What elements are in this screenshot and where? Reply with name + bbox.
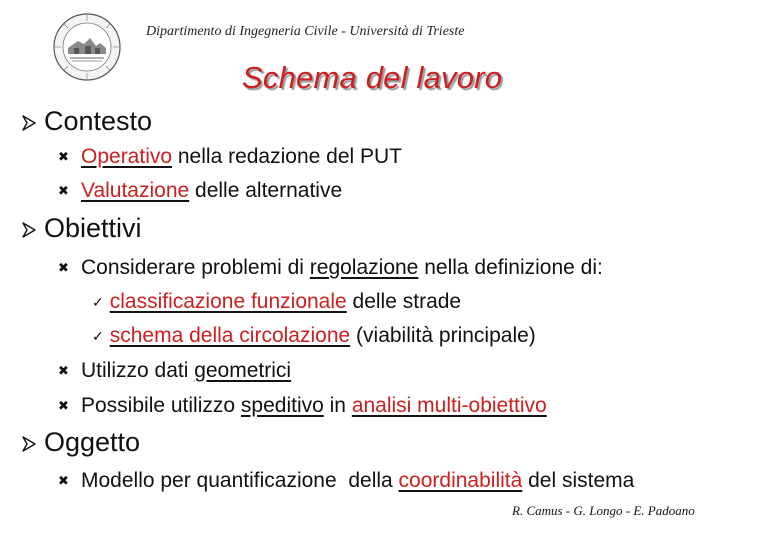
list-item [58, 359, 291, 383]
item-text: (viabilità principale) [350, 324, 536, 347]
list-item [58, 145, 402, 169]
highlighted-term: classificazione funzionale [109, 290, 347, 313]
item-text: delle alternative [189, 179, 343, 202]
section-obiettivi [22, 213, 142, 244]
section-heading: Oggetto [44, 427, 141, 457]
section-contesto [22, 106, 152, 137]
item-text: delle strade [346, 290, 462, 313]
list-item [58, 394, 547, 418]
item-text: Utilizzo dati [81, 359, 195, 382]
cross-bullet-icon: ✖ [58, 149, 69, 164]
arrowhead-bullet-icon [22, 222, 36, 238]
item-text: Possibile utilizzo [81, 394, 241, 417]
section-heading: Obiettivi [44, 213, 142, 243]
section-heading: Contesto [44, 106, 153, 136]
item-text: in [323, 394, 352, 417]
cross-bullet-icon: ✖ [58, 473, 69, 488]
arrowhead-bullet-icon [22, 436, 36, 452]
highlighted-term: Valutazione [81, 179, 190, 202]
underlined-term: speditivo [240, 394, 324, 417]
sub-list-item [92, 324, 536, 348]
checkmark-icon: ✓ [92, 327, 104, 344]
cross-bullet-icon: ✖ [58, 260, 69, 275]
section-oggetto [22, 427, 140, 458]
item-text: del sistema [522, 469, 635, 492]
sub-list-item [92, 290, 461, 314]
item-text: nella redazione del PUT [172, 145, 403, 168]
list-item [58, 469, 634, 493]
item-text: Considerare problemi di [81, 256, 310, 279]
slide-title: Schema del lavoro [242, 60, 503, 95]
cross-bullet-icon: ✖ [58, 183, 69, 198]
checkmark-icon: ✓ [92, 293, 104, 310]
list-item [58, 256, 603, 280]
item-text: nella definizione di: [418, 256, 603, 279]
highlighted-term: analisi multi-obiettivo [351, 394, 547, 417]
highlighted-term: Operativo [81, 145, 173, 168]
highlighted-term: schema della circolazione [109, 324, 351, 347]
underlined-term: regolazione [309, 256, 419, 279]
highlighted-term: coordinabilità [398, 469, 523, 492]
item-text: Modello per quantificazione della [81, 469, 399, 492]
university-seal-logo [52, 12, 122, 82]
cross-bullet-icon: ✖ [58, 363, 69, 378]
arrowhead-bullet-icon [22, 115, 36, 131]
department-header: Dipartimento di Ingegneria Civile - Università di Trieste [146, 24, 465, 39]
authors-footer: R. Camus - G. Longo - E. Padoano [512, 503, 695, 518]
cross-bullet-icon: ✖ [58, 398, 69, 413]
underlined-term: geometrici [194, 359, 292, 382]
list-item [58, 179, 342, 203]
